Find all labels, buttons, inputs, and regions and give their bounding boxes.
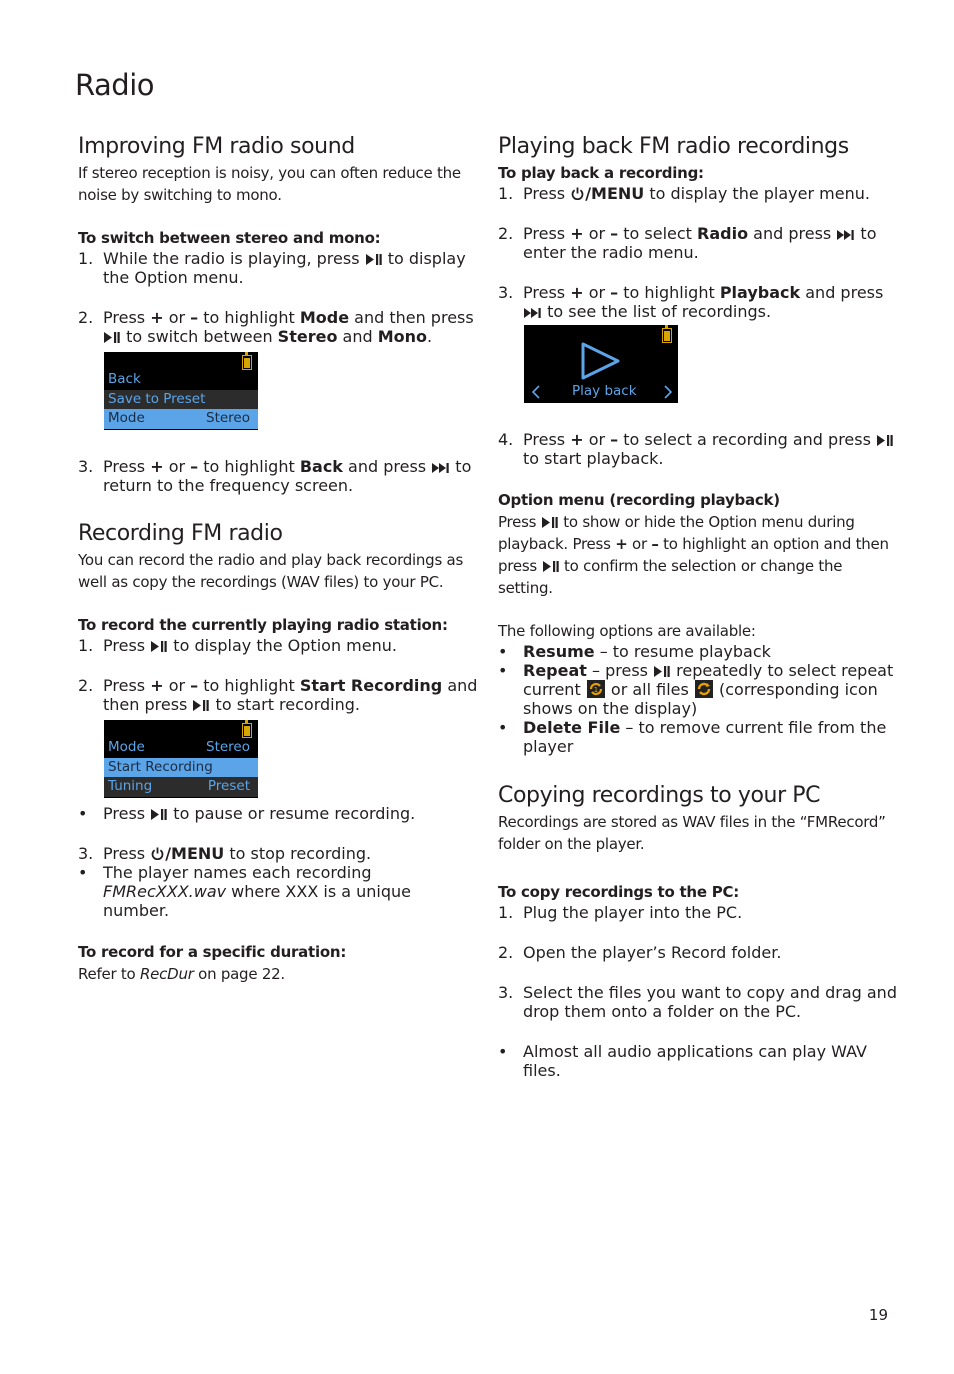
power-icon xyxy=(571,187,584,200)
list-item: 1. While the radio is playing, press to display the Option menu. xyxy=(78,249,466,287)
battery-icon xyxy=(242,355,252,370)
option-menu-text: Press to show or hide the Option menu during playback. Press + or – to highlight an option and then press to confirm the selection or change the setting. xyxy=(498,513,889,597)
play-pause-icon xyxy=(104,332,120,343)
play-pause-icon xyxy=(151,641,167,652)
list-item: 2. Press + or – to highlight Start Recording and then press to start recording. xyxy=(78,676,478,714)
recording-subheading: To record the currently playing radio station: xyxy=(78,616,448,634)
play-pause-icon xyxy=(366,254,382,265)
improving-intro: If stereo reception is noisy, you can often reduce the noise by switching to mono. xyxy=(78,164,461,204)
list-item: 2. Press + or – to select Radio and press to enter the radio menu. xyxy=(498,224,877,262)
device-screen-option-menu xyxy=(104,352,258,430)
play-back-label: Play back xyxy=(572,383,637,399)
list-item: 1. Plug the player into the PC. xyxy=(498,903,743,922)
section-heading-recording: Recording FM radio xyxy=(78,521,283,546)
play-icon xyxy=(580,341,622,383)
copying-subheading: To copy recordings to the PC: xyxy=(498,883,740,901)
page-number: 19 xyxy=(868,1306,888,1324)
list-item: 1. Press /MENU to display the player menu. xyxy=(498,184,870,203)
list-item: 3. Press /MENU to stop recording. xyxy=(78,844,372,863)
list-item: • Press to pause or resume recording. xyxy=(78,804,416,823)
playing-subheading: To play back a recording: xyxy=(498,164,704,182)
page-title: Radio xyxy=(75,68,154,102)
svg-text:1: 1 xyxy=(593,686,599,694)
options-intro: The following options are available: xyxy=(498,622,756,640)
copying-intro: Recordings are stored as WAV files in the “FMRecord” folder on the player. xyxy=(498,813,886,853)
recording-intro: You can record the radio and play back recordings as well as copy the recordings (WAV files) to your PC. xyxy=(78,551,464,591)
battery-icon xyxy=(242,723,252,738)
play-pause-icon xyxy=(542,517,558,528)
section-heading-playing: Playing back FM radio recordings xyxy=(498,134,849,159)
list-item: • Delete File – to remove current file from the player xyxy=(498,718,887,756)
screen-row: Back xyxy=(108,371,141,387)
screen-row-selected: Start Recording xyxy=(104,758,258,778)
battery-icon xyxy=(662,328,672,343)
play-pause-icon xyxy=(543,561,559,572)
list-item: 3. Press + or – to highlight Back and press to return to the frequency screen. xyxy=(78,457,472,495)
device-screen-recording-menu xyxy=(104,720,258,798)
power-icon xyxy=(151,847,164,860)
skip-next-icon xyxy=(432,463,449,473)
option-menu-subheading: Option menu (recording playback) xyxy=(498,491,780,509)
right-column xyxy=(498,132,898,1080)
skip-next-icon xyxy=(524,308,541,318)
list-item: • The player names each recording FMRecXXX.wav where XXX is a unique number. xyxy=(78,863,411,920)
repeat-one-icon xyxy=(587,680,605,698)
screen-row: Tuning Preset xyxy=(104,777,258,797)
section-heading-improving: Improving FM radio sound xyxy=(78,134,355,159)
list-item: • Almost all audio applications can play WAV files. xyxy=(498,1042,867,1080)
repeat-all-icon xyxy=(695,680,713,698)
skip-next-icon xyxy=(837,230,854,240)
list-item: 2. Press + or – to highlight Mode and then press to switch between Stereo and Mono. xyxy=(78,308,474,346)
duration-text: Refer to RecDur on page 22. xyxy=(78,965,285,983)
screen-row-selected: Mode Stereo xyxy=(104,409,258,429)
device-screen-playback xyxy=(524,325,678,403)
left-column xyxy=(78,132,478,985)
chevron-right-icon xyxy=(663,385,673,399)
play-pause-icon xyxy=(151,809,167,820)
play-pause-icon xyxy=(654,666,670,677)
list-item: • Resume – to resume playback xyxy=(498,642,771,661)
list-item: 3. Press + or – to highlight Playback and press to see the list of recordings. xyxy=(498,283,884,321)
list-item: 1. Press to display the Option menu. xyxy=(78,636,397,655)
list-item: 4. Press + or – to select a recording and press to start playback. xyxy=(498,430,898,468)
play-pause-icon xyxy=(193,700,209,711)
improving-subheading: To switch between stereo and mono: xyxy=(78,229,381,247)
list-item: • Repeat – press repeatedly to select repeat current 1 or all files (corresponding icon shows on the display) xyxy=(498,661,894,718)
duration-subheading: To record for a specific duration: xyxy=(78,943,347,961)
list-item: 2. Open the player’s Record folder. xyxy=(498,943,782,962)
play-pause-icon xyxy=(877,435,893,446)
section-heading-copying: Copying recordings to your PC xyxy=(498,783,821,808)
list-item: 3. Select the files you want to copy and drag and drop them onto a folder on the PC. xyxy=(498,983,897,1021)
chevron-left-icon xyxy=(531,385,541,399)
screen-row: Save to Preset xyxy=(104,390,258,410)
screen-row: Mode Stereo xyxy=(108,739,250,755)
